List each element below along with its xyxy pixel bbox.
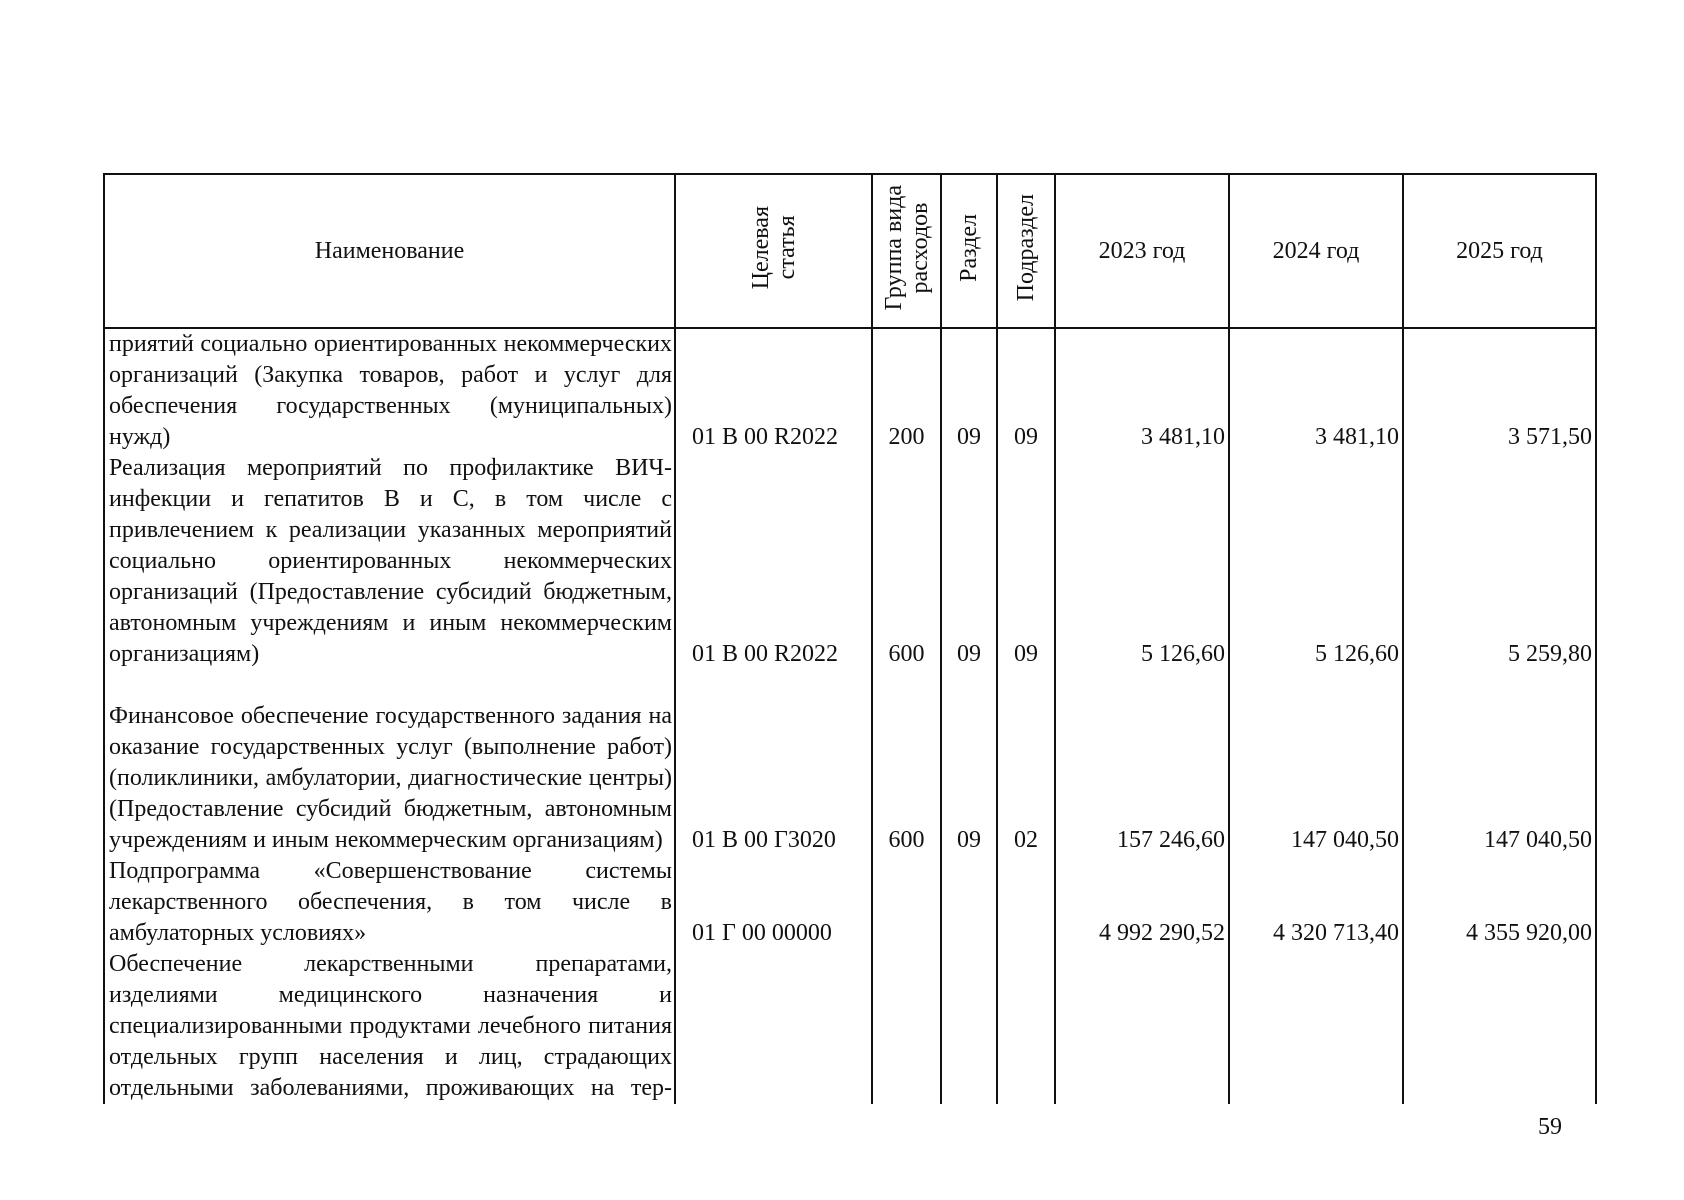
row-amount-2024: 5 126,60 <box>1229 453 1403 670</box>
row-subsection <box>997 949 1055 1104</box>
table-row <box>104 856 1596 949</box>
row-subsection <box>997 856 1055 949</box>
header-name <box>104 174 675 328</box>
row-amount-2023: 5 126,60 <box>1055 453 1229 670</box>
header-2024 <box>1229 174 1403 328</box>
row-amount-2024: 4 320 713,40 <box>1229 856 1403 949</box>
header-name-label: Наименование <box>314 237 465 264</box>
row-amount-2025: 4 355 920,00 <box>1403 856 1596 949</box>
row-expense-group: 600 <box>872 670 941 856</box>
row-target-article: 01 В 00 R2022 <box>675 453 872 670</box>
row-amount-2025: 5 259,80 <box>1403 453 1596 670</box>
header-target-article <box>675 174 872 328</box>
row-name: Обеспечение лекарственными препаратами, изделиями медицинского назначения и специализированными продуктами лечебного питания отдельных групп населения и лиц, страдающих отдельными заболеваниями, проживающих на тер- <box>104 949 675 1104</box>
header-section-label: Раздел <box>956 213 982 282</box>
row-section: 09 <box>941 328 997 453</box>
header-subsection-label: Подраздел <box>1013 193 1039 302</box>
row-amount-2025: 3 571,50 <box>1403 328 1596 453</box>
header-expense-group-line1: Группа вида <box>880 184 907 311</box>
row-target-article: 01 В 00 Г3020 <box>675 670 872 856</box>
row-section: 09 <box>941 670 997 856</box>
table-row <box>104 949 1596 1104</box>
row-amount-2023: 157 246,60 <box>1055 670 1229 856</box>
row-amount-2025: 147 040,50 <box>1403 670 1596 856</box>
header-2024-label: 2024 год <box>1272 237 1360 264</box>
row-section <box>941 856 997 949</box>
row-name: Финансовое обеспечение государственного задания на оказание государственных услуг (выполнение работ) (поликлиники, амбулатории, диагностические центры) (Предоставление субсидий бюджетным, автономным учреждениям и иным некоммерческим организациям) <box>104 670 675 856</box>
row-subsection: 09 <box>997 328 1055 453</box>
row-expense-group: 600 <box>872 453 941 670</box>
header-2023 <box>1055 174 1229 328</box>
row-amount-2025 <box>1403 949 1596 1104</box>
table-row <box>104 670 1596 856</box>
row-amount-2023: 4 992 290,52 <box>1055 856 1229 949</box>
row-amount-2024: 147 040,50 <box>1229 670 1403 856</box>
header-2023-label: 2023 год <box>1098 237 1186 264</box>
row-amount-2023 <box>1055 949 1229 1104</box>
row-expense-group <box>872 856 941 949</box>
header-section <box>941 174 997 328</box>
table-row <box>104 453 1596 670</box>
row-amount-2024 <box>1229 949 1403 1104</box>
row-name: Подпрограмма «Совершенствование системы лекарственного обеспечения, в том числе в амбулаторных условиях» <box>104 856 675 949</box>
header-expense-group-line2: расходов <box>906 202 933 293</box>
budget-table-page <box>103 173 1595 1101</box>
header-2025 <box>1403 174 1596 328</box>
row-amount-2024: 3 481,10 <box>1229 328 1403 453</box>
header-subsection <box>997 174 1055 328</box>
budget-table <box>103 173 1597 1104</box>
row-subsection: 02 <box>997 670 1055 856</box>
row-section: 09 <box>941 453 997 670</box>
row-subsection: 09 <box>997 453 1055 670</box>
header-expense-group <box>872 174 941 328</box>
row-name: Реализация мероприятий по профилактике ВИЧ-инфекции и гепатитов В и С, в том числе с привлечением к реализации указанных мероприятий социально ориентированных некоммерческих организаций (Предоставление субсидий бюджетным, автономным учреждениям и иным некоммерческим организациям) <box>104 453 675 670</box>
header-target-article-line2: статья <box>773 215 800 280</box>
row-target-article <box>675 949 872 1104</box>
row-name: приятий социально ориентированных некоммерческих организаций (Закупка товаров, работ и услуг для обеспечения государственных (муниципальных) нужд) <box>104 328 675 453</box>
row-expense-group <box>872 949 941 1104</box>
row-section <box>941 949 997 1104</box>
table-row <box>104 328 1596 453</box>
table-header-row <box>104 174 1596 328</box>
row-expense-group: 200 <box>872 328 941 453</box>
row-target-article: 01 В 00 R2022 <box>675 328 872 453</box>
row-amount-2023: 3 481,10 <box>1055 328 1229 453</box>
row-target-article: 01 Г 00 00000 <box>675 856 872 949</box>
header-target-article-line1: Целевая <box>747 205 774 290</box>
page-number: 59 <box>1538 1114 1562 1140</box>
header-2025-label: 2025 год <box>1456 237 1543 264</box>
